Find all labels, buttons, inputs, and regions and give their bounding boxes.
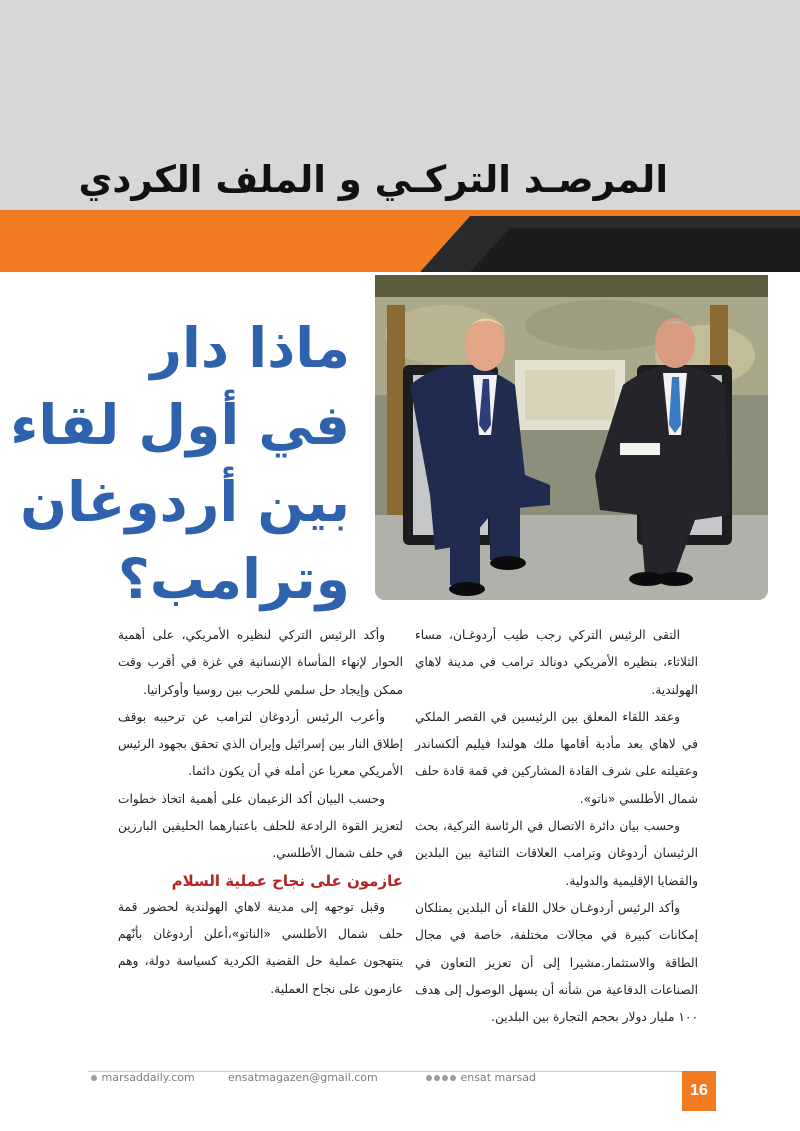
headline-line: وترامب؟ bbox=[117, 547, 350, 611]
article-headline bbox=[10, 310, 350, 618]
section-title: المرصـد التركـي و الملف الكردي bbox=[78, 157, 668, 201]
headline-line: في أول لقاء bbox=[10, 393, 350, 457]
globe-icon bbox=[91, 1075, 97, 1081]
headline-line: بين أردوغان bbox=[20, 470, 350, 534]
article-subheading: عازمون على نجاح عملية السلام bbox=[171, 871, 403, 890]
article-paragraph: وأعرب الرئيس أردوغان لترامب عن ترحيبه بوقف إطلاق النار بين إسرائيل وإيران الذي تحقق بجهود الرئيس الأمريكي معربا عن أمله في أن يكون دائما. bbox=[118, 709, 403, 779]
article-paragraph: التقى الرئيس التركي رجب طيب أردوغـان، مساء الثلاثاء، بنظيره الأمريكي دونالد ترامب في مدينة لاهاي الهولندية. bbox=[415, 628, 698, 697]
twitter-icon bbox=[434, 1075, 440, 1081]
footer-website[interactable] bbox=[90, 1071, 195, 1084]
headline-line: ماذا دار bbox=[150, 316, 350, 380]
social-handle[interactable]: ensat marsad bbox=[460, 1071, 536, 1084]
article-paragraph: وحسب البيان أكد الزعيمان على أهمية اتخاذ خطوات لتعزيز القوة الرادعة للحلف باعتبارهما الحليفين البارزين في حلف شمال الأطلسي. bbox=[118, 791, 403, 861]
leaders-meeting-photo bbox=[375, 275, 768, 600]
article-paragraph: وقبل توجهه إلى مدينة لاهاي الهولندية لحضور قمة حلف شمال الأطلسي «الناتو»،أعلن أردوغان بأنّهم ينتهجون عملية حل القضية الكردية كسياسة دولة، وهم عازمون على نجاح العملية. bbox=[118, 899, 403, 996]
website-link[interactable]: marsaddaily.com bbox=[101, 1071, 195, 1084]
email-link[interactable]: ensatmagazen@gmail.com bbox=[228, 1071, 378, 1084]
facebook-icon bbox=[426, 1075, 432, 1081]
article-paragraph: وأكد الرئيس أردوغـان خلال اللقاء أن البلدين يمتلكان إمكانات كبيرة في مجالات مختلفة، خاصة في مجال الطاقة والاستثمار.مشيرا إلى أن تعزيز التعاون في الصناعات الدفاعية من شأنه أن يسهل الوصول إلى هدف ١٠٠ مليار دولار بحجم التجارة بين البلدين. bbox=[415, 900, 698, 1025]
footer-social[interactable] bbox=[425, 1071, 536, 1084]
article-column-right bbox=[415, 622, 698, 1031]
article-column-left bbox=[118, 622, 403, 1003]
page-number: 16 bbox=[682, 1071, 716, 1111]
youtube-icon bbox=[450, 1075, 456, 1081]
article-paragraph: وعقد اللقاء المعلق بين الرئيسين في القصر الملكي في لاهاي بعد مأدبة أقامها ملك هولندا فيليم ألكساندر وعقيلته على شرف القادة المشاركين في قمة قادة حلف شمال الأطلسي «ناتو». bbox=[415, 709, 698, 806]
instagram-icon bbox=[442, 1075, 448, 1081]
article-paragraph: وحسب بيان دائرة الاتصال في الرئاسة التركية، بحث الرئيسان أردوغان وترامب العلاقات الثنائية بين البلدين والقضايا الإقليمية والدولية. bbox=[415, 819, 698, 888]
footer-email[interactable] bbox=[228, 1071, 378, 1084]
header-stripe bbox=[0, 210, 800, 275]
article-paragraph: وأكد الرئيس التركي لنظيره الأمريكي، على أهمية الحوار لإنهاء المأساة الإنسانية في غزة في أقرب وقت ممكن وإيجاد حل سلمي للحرب بين روسيا وأوكرانيا. bbox=[118, 628, 403, 697]
